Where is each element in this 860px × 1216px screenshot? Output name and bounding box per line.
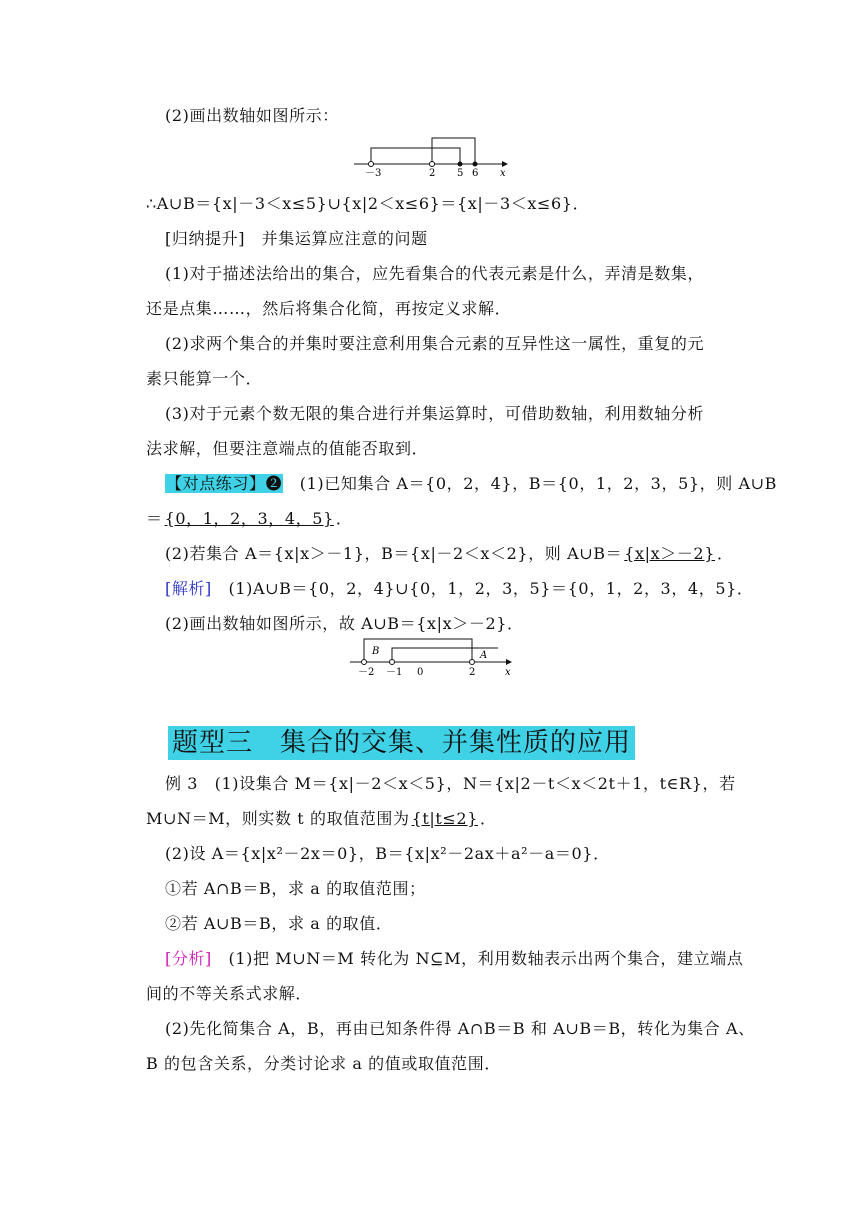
tick-label: 2: [469, 667, 476, 678]
text-line: B 的包含关系，分类讨论求 a 的值或取值范围．: [146, 1054, 501, 1073]
axis-label: x: [500, 168, 506, 178]
text-line: [归纳提升] 并集运算应注意的问题: [165, 229, 428, 248]
tick-label: 2: [429, 168, 436, 178]
text-span: (1)A∪B＝{0，2，4}∪{0，1，2，3，5}＝{0，1，2，3，4，5}．: [211, 579, 754, 598]
section-heading: 题型三 集合的交集、并集性质的应用: [168, 726, 635, 760]
answer-blank: {t|t≤2}: [411, 809, 478, 828]
text-span: ．: [335, 509, 353, 528]
text-line: 间的不等关系式求解．: [146, 984, 313, 1003]
text-line: (2)先化简集合 A，B，再由已知条件得 A∩B＝B 和 A∪B＝B，转化为集合 A、: [165, 1019, 755, 1038]
text-span: ＝: [146, 509, 163, 528]
analysis-tag: [解析]: [165, 579, 212, 598]
answer-blank: {0，1，2，3，4，5}: [164, 509, 334, 528]
text-line: (2)画出数轴如图所示：: [165, 106, 339, 125]
tick-label: －2: [358, 667, 375, 678]
text-span: (1)已知集合 A＝{0，2，4}，B＝{0，1，2，3，5}，则 A∪B: [283, 474, 778, 493]
text-line: [165, 947, 743, 971]
text-line: ∴A∪B＝{x|－3＜x≤5}∪{x|2＜x≤6}＝{x|－3＜x≤6}．: [146, 194, 590, 213]
text-line: 法求解，但要注意端点的值能否取到．: [146, 439, 429, 458]
number-line-figure-2: [348, 634, 518, 680]
tick-label: 5: [457, 168, 464, 178]
text-line: [146, 507, 352, 531]
text-line: 还是点集……，然后将集合化简，再按定义求解．: [146, 299, 512, 318]
text-line: (2)设 A＝{x|x²－2x＝0}，B＝{x|x²－2ax＋a²－a＝0}．: [165, 844, 610, 863]
text-line: [165, 542, 734, 566]
text-span: (1)把 M∪N＝M 转化为 N⊆M，利用数轴表示出两个集合，建立端点: [211, 949, 744, 968]
tick-label: －3: [365, 168, 382, 178]
text-line: (3)对于元素个数无限的集合进行并集运算时，可借助数轴，利用数轴分析: [165, 404, 705, 423]
axis-label: x: [505, 667, 511, 678]
text-line: 例 3 (1)设集合 M＝{x|－2＜x＜5}，N＝{x|2－t＜x＜2t＋1，t∈R}，若: [165, 774, 736, 793]
answer-blank: {x|x＞－2}: [624, 544, 715, 563]
text-line: ②若 A∪B＝B，求 a 的取值．: [165, 914, 393, 933]
text-line: [165, 472, 777, 496]
set-label: B: [372, 646, 380, 657]
tick-label: －1: [386, 667, 403, 678]
tick-label: 6: [472, 168, 479, 178]
text-span: (2)若集合 A＝{x|x＞－1}，B＝{x|－2＜x＜2}，则 A∪B＝: [165, 544, 623, 563]
analysis-tag: [分析]: [165, 949, 212, 968]
text-span: ．: [479, 809, 497, 828]
text-span: M∪N＝M，则实数 t 的取值范围为: [146, 809, 410, 828]
tick-label: 0: [417, 667, 424, 678]
text-line: [146, 807, 497, 831]
text-line: (1)对于描述法给出的集合，应先看集合的代表元素是什么，弄清是数集，: [165, 264, 705, 283]
text-line: [165, 577, 753, 601]
text-line: (2)求两个集合的并集时要注意利用集合元素的互异性这一属性，重复的元: [165, 334, 705, 353]
number-line-figure-1: [352, 134, 512, 178]
text-span: ．: [716, 544, 734, 563]
practice-tag: 【对点练习】❷: [166, 474, 283, 493]
text-line: ①若 A∩B＝B，求 a 的取值范围；: [165, 879, 426, 898]
set-label: A: [480, 650, 488, 661]
text-line: (2)画出数轴如图所示，故 A∪B＝{x|x＞－2}．: [165, 614, 524, 633]
text-line: 素只能算一个．: [146, 369, 263, 388]
